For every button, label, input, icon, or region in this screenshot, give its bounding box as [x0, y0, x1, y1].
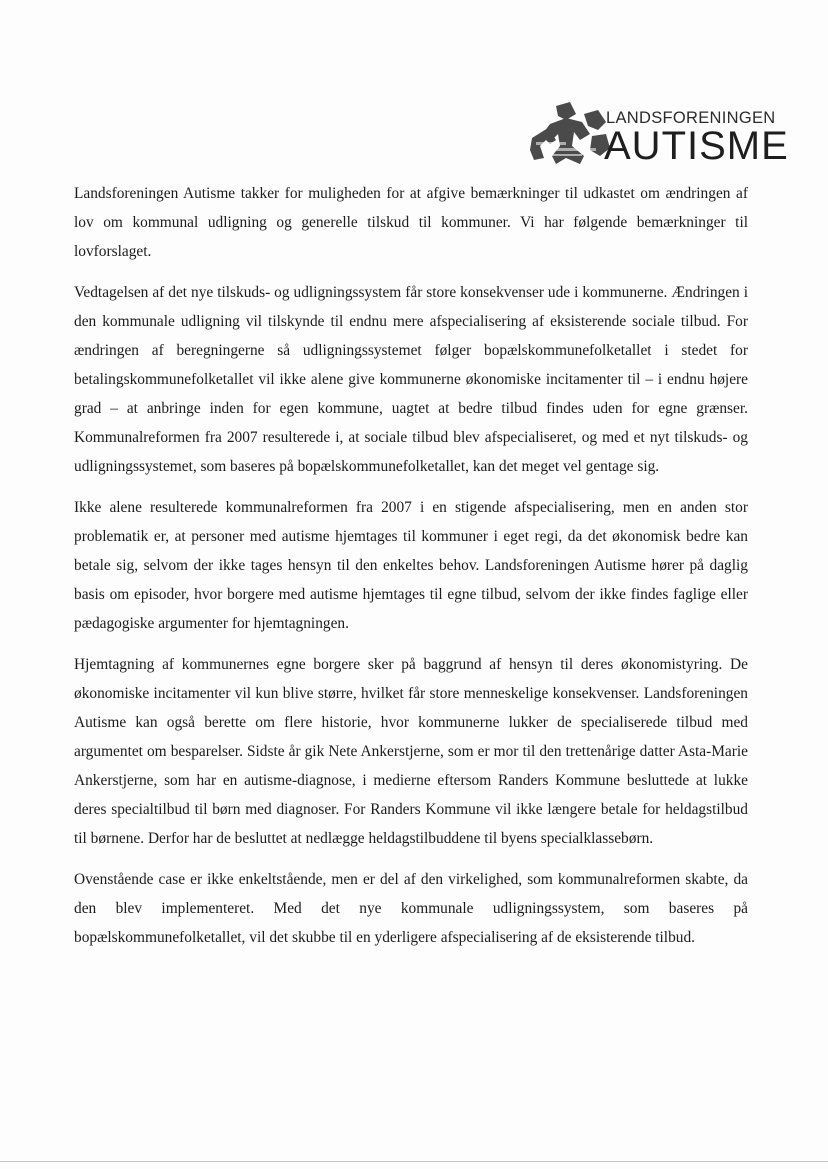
organization-logo [526, 100, 788, 168]
letter-body [74, 179, 748, 964]
paragraph-reform-problems: Ikke alene resulterede kommunalreformen fra 2007 i en stigende afspecialisering, men en anden stor problematik er, at personer med autisme hjemtages til kommuner i eget regi, da det økonomisk bedre kan betale sig, selvom der ikke tages hensyn til den enkeltes behov. Landsforeningen Autisme hører på daglig basis om episoder, hvor borgere med autisme hjemtages til egne tilbud, selvom der ikke findes faglige eller pædagogiske argumenter for hjemtagningen. [74, 499, 748, 632]
paragraph-consequences: Vedtagelsen af det nye tilskuds- og udligningssystem får store konsekvenser ude i kommunerne. Ændringen i den kommunale udligning vil tilskynde til endnu mere afspecialisering af eksisterende sociale tilbud. For ændringen af beregningerne så udligningssystemet følger bopælskommunefolketallet i stedet for betalingskommunefolketallet vil ikke alene give kommunerne økonomiske incitamenter til – i endnu højere grad – at anbringe inden for egen kommune, uagtet at bedre tilbud findes uden for egne grænser. Kommunalreformen fra 2007 resulterede i, at sociale tilbud blev afspecialiseret, og med et nyt tilskuds- og udligningssystemet, som baseres på bopælskommunefolketallet, kan det meget vel gentage sig. [74, 284, 748, 475]
logo-text-main: AUTISME [604, 124, 789, 168]
paragraph-randers-case: Hjemtagning af kommunernes egne borgere sker på baggrund af hensyn til deres økonomistyring. De økonomiske incitamenter vil kun blive større, hvilket får store menneskelige konsekvenser. Landsforeningen Autisme kan også berette om flere historie, hvor kommunerne lukker de specialiserede tilbud med argumentet om besparelser. Sidste år gik Nete Ankerstjerne, som er mor til den trettenårige datter Asta-Marie Ankerstjerne, som har en autisme-diagnose, i medierne eftersom Randers Kommune besluttede at lukke deres specialtilbud til børn med diagnoser. For Randers Kommune vil ikke længere betale for heldagstilbud til børnene. Derfor har de besluttet at nedlægge heldagstilbuddene til byens specialklassebørn. [74, 656, 748, 847]
page-bottom-rule [0, 1161, 828, 1162]
puzzle-people-icon [526, 100, 612, 166]
paragraph-conclusion: Ovenstående case er ikke enkeltstående, men er del af den virkelighed, som kommunalreformen skabte, da den blev implementeret. Med det nye kommunale udligningssystem, som baseres på bopælskommunefolketallet, vil det skubbe til en yderligere afspecialisering af de eksisterende tilbud. [74, 871, 748, 946]
logo-text-top: LANDSFORENINGEN [606, 109, 776, 127]
paragraph-intro: Landsforeningen Autisme takker for muligheden for at afgive bemærkninger til udkastet om ændringen af lov om kommunal udligning og generelle tilskud til kommuner. Vi har følgende bemærkninger til lovforslaget. [74, 185, 748, 260]
